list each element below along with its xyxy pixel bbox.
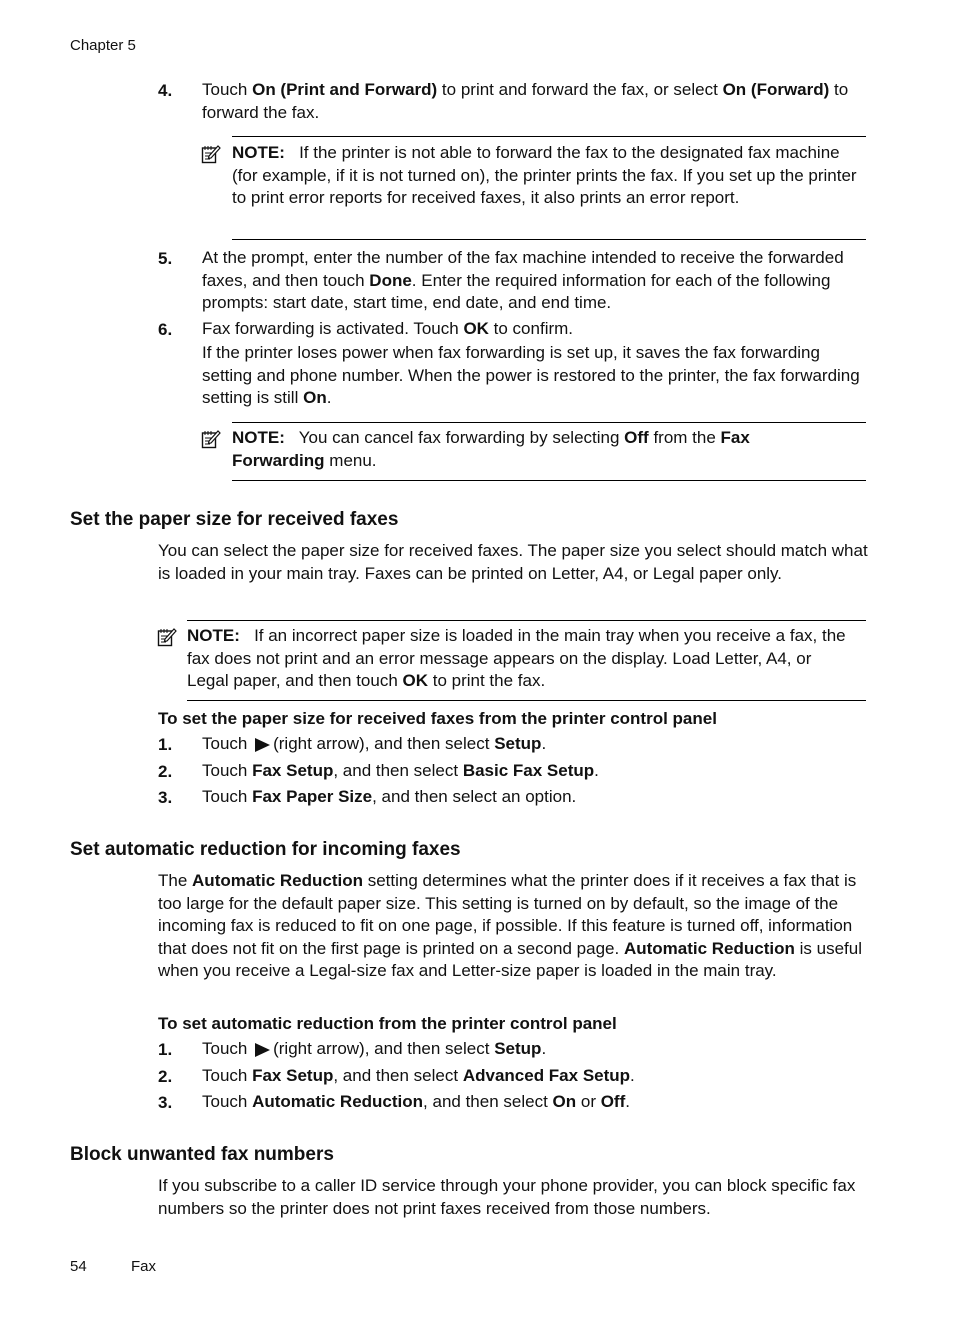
note-bottom-rule: [187, 700, 866, 701]
step-number: 3.: [158, 788, 173, 807]
step-text: Touch (right arrow), and then select Setup.: [202, 734, 547, 753]
note-bottom-rule: [232, 239, 866, 240]
note-top-rule: [232, 422, 866, 423]
section-intro: The Automatic Reduction setting determines what the printer does if it receives a fax that is too large for the default paper size. This setting is turned on by default, so the image of the incoming fax is reduced to fit on one page, if possible. If this feature is turned off, information that does not fit on the first page is printed on a second page. Automatic Reduction is useful when you receive a Legal-size fax and Letter-size paper is loaded in the main tray.: [158, 871, 862, 980]
procedure-title: To set the paper size for received faxes from the printer control panel: [158, 709, 717, 728]
step-text: Touch Fax Setup, and then select Basic Fax Setup.: [202, 761, 599, 780]
chapter-header: Chapter 5: [70, 37, 136, 54]
step-number: 2.: [158, 762, 173, 781]
step-number: 5.: [158, 249, 173, 268]
step-text: Touch Automatic Reduction, and then select On or Off.: [202, 1092, 630, 1111]
note-bottom-rule: [232, 480, 866, 481]
step-number: 1.: [158, 1040, 173, 1059]
step-number: 2.: [158, 1067, 173, 1086]
step-number: 4.: [158, 81, 173, 100]
step-text: Fax forwarding is activated. Touch OK to confirm.: [202, 319, 574, 338]
right-arrow-icon: [255, 738, 270, 752]
section-intro: If you subscribe to a caller ID service through your phone provider, you can block specific fax numbers so the printer does not print faxes received from those numbers.: [158, 1176, 856, 1218]
note-top-rule: [187, 620, 866, 621]
section-heading: Set automatic reduction for incoming faxes: [70, 839, 461, 860]
section-heading: Block unwanted fax numbers: [70, 1144, 334, 1165]
step-paragraph: If the printer loses power when fax forwarding is set up, it saves the fax forwarding setting and phone number. When the power is restored to the printer, the fax forwarding setting is still On.: [202, 343, 860, 407]
step-text: Touch On (Print and Forward) to print and forward the fax, or select On (Forward) to forward the fax.: [202, 80, 849, 122]
step-text: Touch Fax Setup, and then select Advanced Fax Setup.: [202, 1066, 635, 1085]
step-number: 6.: [158, 320, 173, 339]
step-text: At the prompt, enter the number of the fax machine intended to receive the forwarded faxes, and then touch Done. Enter the required information for each of the following prompts: start date, start time, end date, and end time.: [202, 248, 844, 312]
note-pencil-icon: [157, 627, 177, 647]
section-intro: You can select the paper size for received faxes. The paper size you select should match what is loaded in your main tray. Faxes can be printed on Letter, A4, or Legal paper only.: [158, 541, 868, 583]
step-number: 1.: [158, 735, 173, 754]
page-number: 54: [70, 1258, 87, 1275]
note-text: NOTE: If the printer is not able to forward the fax to the designated fax machine (for example, if it is not turned on), the printer prints the fax. If you set up the printer to print error reports for received faxes, it also prints an error report.: [232, 143, 857, 207]
procedure-title: To set automatic reduction from the printer control panel: [158, 1014, 617, 1033]
step-text: Touch (right arrow), and then select Setup.: [202, 1039, 547, 1058]
note-text: NOTE: If an incorrect paper size is loaded in the main tray when you receive a fax, the fax does not print and an error message appears on the display. Load Letter, A4, or Legal paper, and then touch OK to print the fax.: [187, 626, 846, 690]
step-number: 3.: [158, 1093, 173, 1112]
note-top-rule: [232, 136, 866, 137]
note-pencil-icon: [201, 429, 221, 449]
footer-section: Fax: [131, 1258, 157, 1275]
right-arrow-icon: [255, 1043, 270, 1057]
section-heading: Set the paper size for received faxes: [70, 509, 399, 530]
step-text: Touch Fax Paper Size, and then select an option.: [202, 787, 577, 806]
note-pencil-icon: [201, 144, 221, 164]
note-text: NOTE: You can cancel fax forwarding by selecting Off from the Fax Forwarding menu.: [232, 428, 750, 470]
